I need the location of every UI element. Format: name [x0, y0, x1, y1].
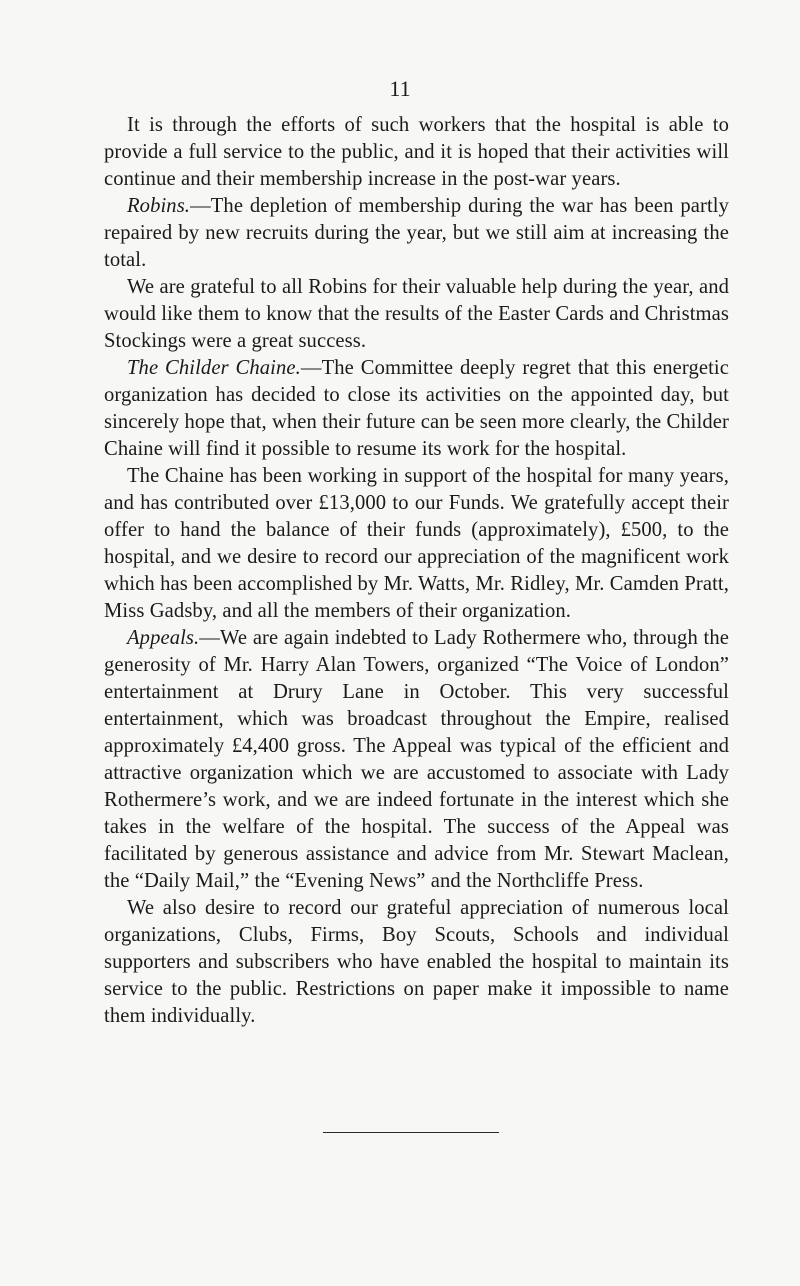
paragraph-text: The Chaine has been working in support of the hospital for many years, and has contributed over £13,000 to our Funds. We gratefully accept their offer to hand the balance of their funds (approximately), £500, to the hospital, and we desire to record our appreciation of the magnificent work which has been accomplished by Mr. Watts, Mr. Ridley, Mr. Camden Pratt, Miss Gadsby, and all the members of their organization.	[104, 465, 729, 622]
paragraph-appeals	[104, 625, 729, 895]
paragraph-text: We also desire to record our grateful appreciation of numerous local organizations, Clubs, Firms, Boy Scouts, Schools and individual supporters and subscribers who have enabled the hospital to maintain its service to the public. Restrictions on paper make it impossible to name them individually.	[104, 897, 729, 1027]
paragraph-local-organizations	[104, 895, 729, 1030]
paragraph-robins	[104, 193, 729, 274]
section-heading-robins: Robins.	[127, 195, 191, 217]
paragraph-childer-chaine	[104, 355, 729, 463]
paragraph-robins-thanks	[104, 274, 729, 355]
body-text	[104, 112, 729, 1030]
section-heading-childer-chaine: The Childer Chaine.	[127, 357, 301, 379]
paragraph-chaine-funds	[104, 463, 729, 625]
section-heading-appeals: Appeals.	[127, 627, 200, 649]
paragraph-text: —The Committee deeply regret that this energetic organization has decided to close its activities on the appointed day, but sincerely hope that, when their future can be seen more clearly, the Childer Chaine will find it possible to resume its work for the hospital.	[104, 357, 729, 460]
section-divider-rule	[323, 1132, 499, 1133]
paragraph-text: —We are again indebted to Lady Rothermere who, through the generosity of Mr. Harry Alan Towers, organized “The Voice of London” entertainment at Drury Lane in October. This very successful entertainment, which was broadcast throughout the Empire, realised approximately £4,400 gross. The Appeal was typical of the efficient and attractive organization which we are accustomed to associate with Lady Rothermere’s work, and we are indeed fortunate in the interest which she takes in the welfare of the hospital. The success of the Appeal was facilitated by generous assistance and advice from Mr. Stewart Maclean, the “Daily Mail,” the “Evening News” and the Northcliffe Press.	[104, 627, 729, 892]
page-number: 11	[389, 76, 411, 101]
paragraph-text: We are grateful to all Robins for their valuable help during the year, and would like them to know that the results of the Easter Cards and Christmas Stockings were a great success.	[104, 276, 729, 352]
paragraph-intro	[104, 112, 729, 193]
paragraph-text: —The depletion of membership during the war has been partly repaired by new recruits during the year, but we still aim at increasing the total.	[104, 195, 729, 271]
paragraph-text: It is through the efforts of such workers that the hospital is able to provide a full service to the public, and it is hoped that their activities will continue and their membership increase in the post-war years.	[104, 114, 729, 190]
